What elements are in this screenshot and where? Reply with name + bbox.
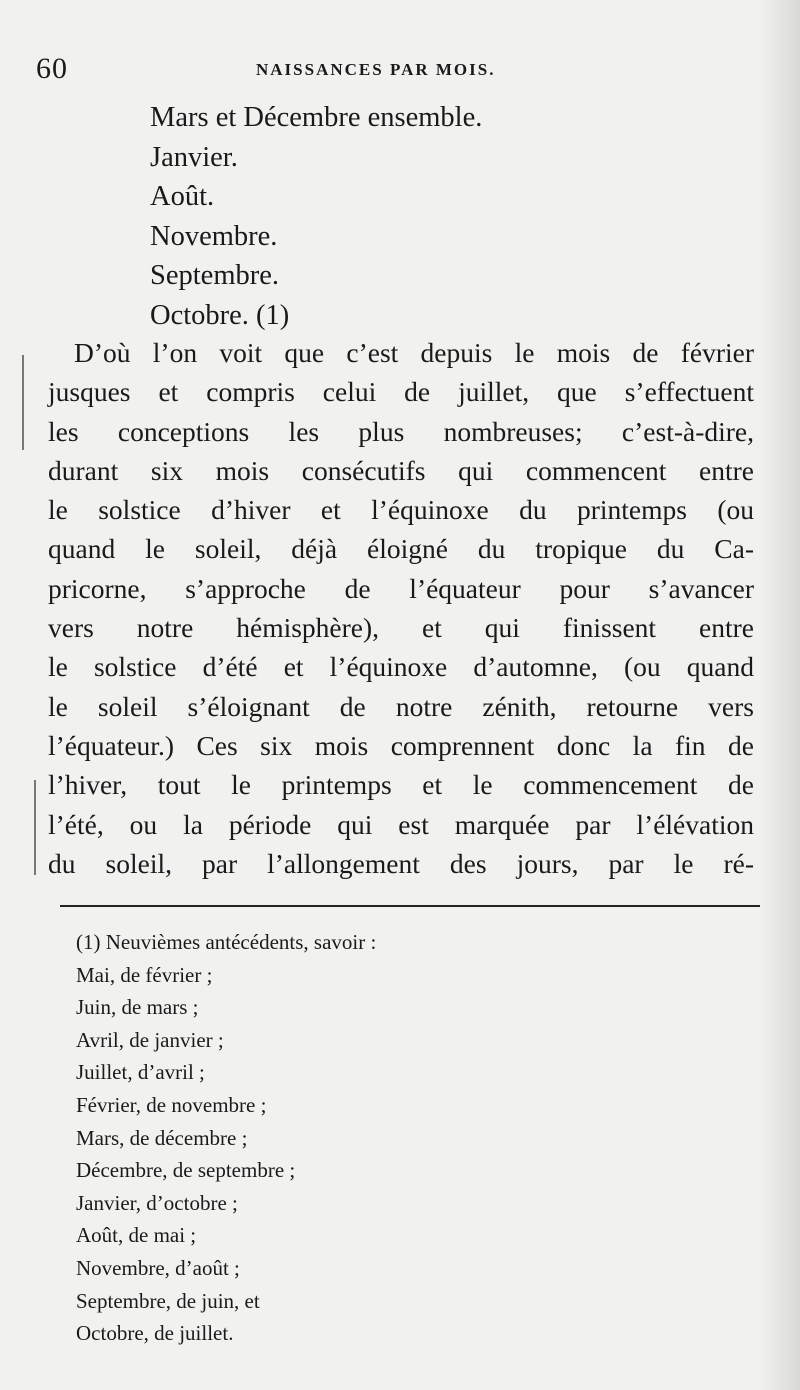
month-list-item: Novembre. <box>150 220 278 252</box>
footnote-line: Novembre, d’août ; <box>76 1255 240 1280</box>
paragraph-line: durant six mois consécutifs qui commencent entre <box>48 454 754 486</box>
month-list-item: Août. <box>150 181 215 212</box>
footnote-line: Août, de mai ; <box>76 1223 197 1248</box>
footnote-line: Mars, de décembre ; <box>76 1125 248 1150</box>
footnote-line: Décembre, de septembre ; <box>76 1158 296 1183</box>
month-list-item: Janvier. <box>150 141 238 173</box>
month-list-item: Septembre. <box>150 260 280 291</box>
paragraph-line: les conceptions les plus nombreuses; c’est-à-dire, <box>48 415 754 447</box>
footnote-rule <box>60 905 760 907</box>
footnote-line: Septembre, de juin, et <box>76 1288 260 1313</box>
margin-pencil-mark <box>34 780 36 875</box>
paragraph-line: du soleil, par l’allongement des jours, par le ré- <box>48 847 754 879</box>
month-list <box>150 98 482 335</box>
main-paragraph <box>48 333 754 883</box>
margin-pencil-mark <box>22 355 24 450</box>
page-edge-shadow <box>760 0 800 1390</box>
paragraph-line: D’où l’on voit que c’est depuis le mois de février <box>74 337 754 368</box>
month-list-item: Octobre. (1) <box>150 299 290 331</box>
footnotes <box>76 926 376 1350</box>
page-number: 60 <box>36 52 68 85</box>
footnote-line: Avril, de janvier ; <box>76 1027 224 1052</box>
paragraph-line: le solstice d’hiver et l’équinoxe du printemps (ou <box>48 494 754 526</box>
paragraph-line: pricorne, s’approche de l’équateur pour s’avancer <box>48 572 754 604</box>
paragraph-line: quand le soleil, déjà éloigné du tropique du Ca- <box>48 533 754 565</box>
paragraph-line: jusques et compris celui de juillet, que s’effectuent <box>48 376 754 408</box>
paragraph-line: l’été, ou la période qui est marquée par l’élévation <box>48 808 754 840</box>
paragraph-line: l’équateur.) Ces six mois comprennent donc la fin de <box>48 729 754 761</box>
footnote-line: (1) Neuvièmes antécédents, savoir : <box>76 930 377 954</box>
paragraph-line: le solstice d’été et l’équinoxe d’automne, (ou quand <box>48 651 754 683</box>
footnote-line: Juillet, d’avril ; <box>76 1060 205 1085</box>
footnote-line: Juin, de mars ; <box>76 995 199 1020</box>
running-head: NAISSANCES PAR MOIS. <box>256 60 496 79</box>
footnote-line: Mai, de février ; <box>76 962 213 987</box>
footnote-line: Février, de novembre ; <box>76 1092 267 1117</box>
footnote-line: Janvier, d’octobre ; <box>76 1190 238 1215</box>
paragraph-line: l’hiver, tout le printemps et le commencement de <box>48 769 754 801</box>
footnote-line: Octobre, de juillet. <box>76 1321 234 1346</box>
paragraph-line: vers notre hémisphère), et qui finissent entre <box>48 612 754 644</box>
paragraph-line: le soleil s’éloignant de notre zénith, retourne vers <box>48 690 754 722</box>
month-list-item: Mars et Décembre ensemble. <box>150 102 483 133</box>
